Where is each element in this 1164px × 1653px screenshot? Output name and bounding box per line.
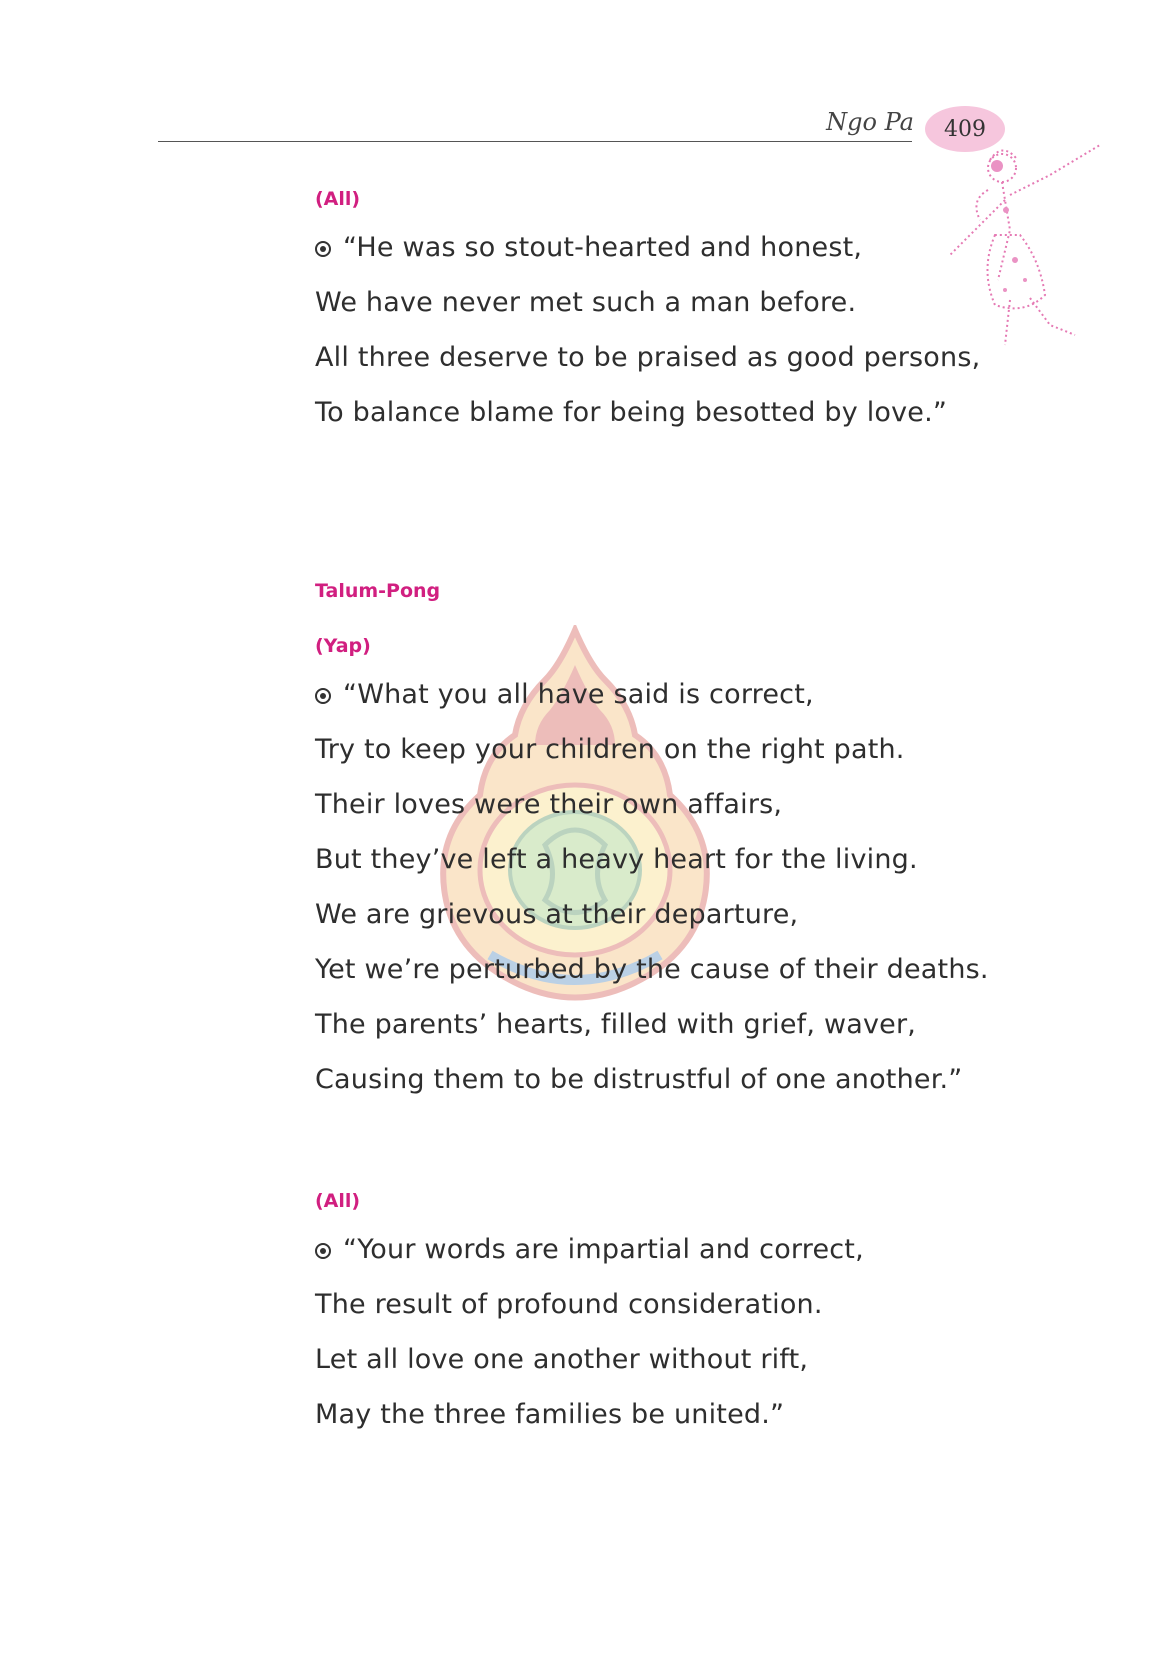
section-heading: Talum-Pong (315, 580, 441, 602)
verse-line: “He was so stout-hearted and honest, (315, 232, 862, 263)
verse-line: “Your words are impartial and correct, (315, 1234, 864, 1265)
verse-line: To balance blame for being besotted by love.” (315, 397, 948, 428)
verse-line: But they’ve left a heavy heart for the living. (315, 844, 918, 875)
verse-line: We are grievous at their departure, (315, 899, 799, 930)
verse-line: Yet we’re perturbed by the cause of their deaths. (315, 954, 989, 985)
verse-line: Their loves were their own affairs, (315, 789, 783, 820)
speaker-label-all: (All) (315, 188, 361, 210)
verse-line: Try to keep your children on the right path. (315, 734, 905, 765)
verse-line: Causing them to be distrustful of one another.” (315, 1064, 963, 1095)
verse-line: “What you all have said is correct, (315, 679, 814, 710)
running-title: Ngo Pa (826, 108, 914, 136)
speaker-label-all: (All) (315, 1190, 361, 1212)
verse-line: May the three families be united.” (315, 1399, 785, 1430)
verse-line: The parents’ hearts, filled with grief, waver, (315, 1009, 917, 1040)
stanza-bullet-icon (315, 688, 331, 704)
header-rule (158, 141, 912, 142)
verse-line: The result of profound consideration. (315, 1289, 823, 1320)
stanza-bullet-icon (315, 241, 331, 257)
speaker-label-yap: (Yap) (315, 635, 371, 657)
dancer-illustration (950, 140, 1120, 350)
verse-line: We have never met such a man before. (315, 287, 857, 318)
verse-line: Let all love one another without rift, (315, 1344, 809, 1375)
stanza-bullet-icon (315, 1243, 331, 1259)
page-number: 409 (944, 116, 986, 142)
verse-line: All three deserve to be praised as good persons, (315, 342, 981, 373)
